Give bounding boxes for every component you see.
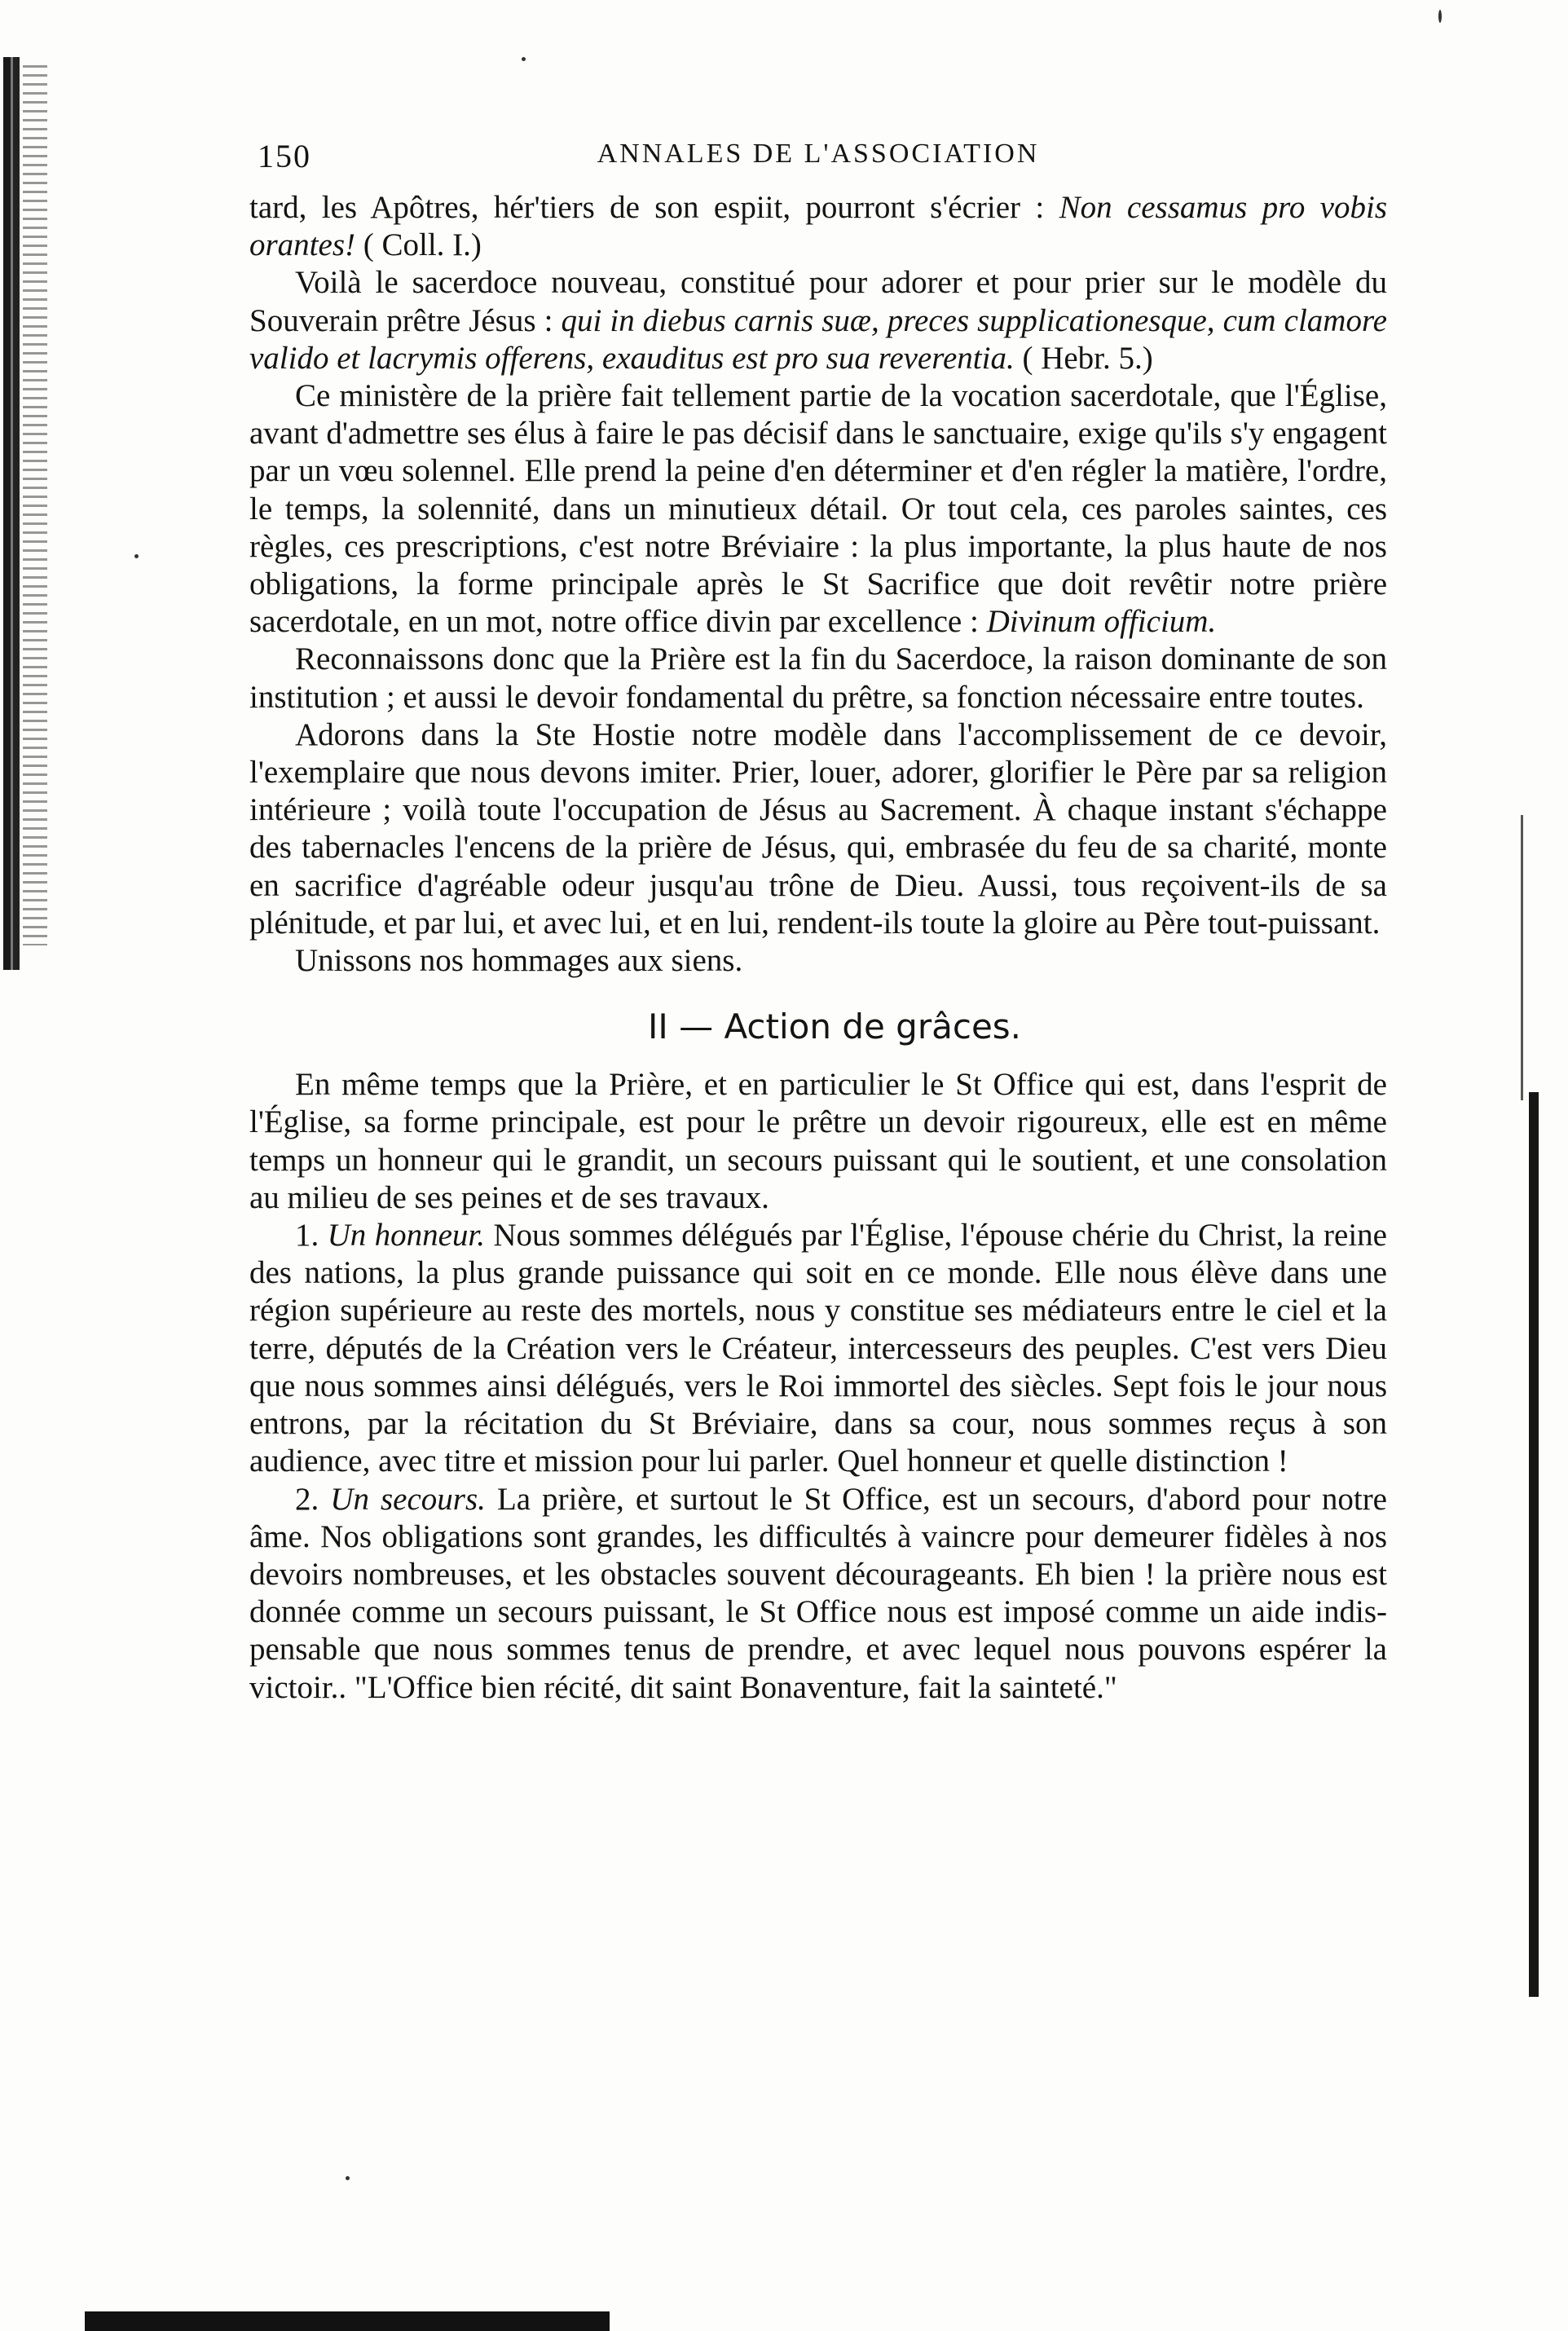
scan-edge-right-thin: [1521, 815, 1523, 1100]
paragraph: tard, les Apôtres, hér'tiers de son espiit, pourront s'écrier : Non cessamus pro vobis orantes! ( Coll. I.): [249, 190, 1387, 263]
enum-number: 2.: [295, 1481, 319, 1517]
body-text: [249, 189, 1387, 1707]
page-header: [258, 137, 1379, 174]
scan-speck: [1438, 10, 1442, 23]
paragraph: Adorons dans la Ste Hostie notre modèle dans l'accomplissement de ce devoir, l'exemplaire que nous devons imiter. Prier, louer, adorer, glorifier le Père par sa religion intérieure ; voilà toute l'occupation de Jésus au Sacrement. À chaque instant s'échappe des tabernacles l'encens de la prière de Jésus, qui, embrasée du feu de sa charité, monte en sacrifice d'agréable odeur jusqu'au trône de Dieu. Aussi, tous reçoivent-ils de sa plénitude, et par lui, et avec lui, et en lui, rendent-ils toute la gloire au Père tout-puissant.: [249, 716, 1387, 941]
running-title: ANNALES DE L'ASSOCIATION: [597, 139, 1040, 169]
enumerated-paragraph: 2. Un secours. La prière, et surtout le St Office, est un secours, d'abord pour notre âme. Nos obligations sont grandes, les difficultés à vaincre pour demeurer fidèles à nos devoirs nombreuses, et les obstacles souvent décourageants. Eh bien ! la prière nous est donnée comme un secours puissant, le St Office nous est imposé comme un aide indispensable que nous sommes tenus de prendre, et avec lequel nous pouvons espérer la victoir.. "L'Office bien récité, dit saint Bonaventure, fait la sainteté.": [249, 1481, 1387, 1705]
latin-quote: Non cessamus pro vobis orantes!: [249, 190, 1387, 263]
scan-speck: [522, 57, 526, 61]
paragraph: Voilà le sacerdoce nouveau, constitué pour adorer et pour prier sur le modèle du Souverain prêtre Jésus : qui in diebus carnis suæ, preces supplicationesque, cum clamore valido et lacrymis offerens, exauditus est pro sua reverentia. ( Hebr. 5.): [249, 265, 1387, 376]
scan-speck: [346, 2176, 350, 2180]
paragraph: Ce ministère de la prière fait tellement partie de la vocation sacerdotale, que l'Église, avant d'admettre ses élus à faire le pas décisif dans le sanctuaire, exige qu'ils s'y engagent par un vœu solennel. Elle prend la peine d'en déterminer et d'en régler la matière, l'ordre, le temps, la solennité, dans un minutieux détail. Or tout cela, ces paroles saintes, ces règles, ces prescriptions, c'est notre Bréviaire : la plus importante, la plus haute de nos obligations, la forme principale après le St Sacrifice que doit revêtir notre prière sacerdotale, en un mot, notre office divin par excellence : Divinum officium.: [249, 378, 1387, 640]
paragraph: En même temps que la Prière, et en particulier le St Office qui est, dans l'esprit de l'Église, sa forme principale, est pour le prêtre un devoir rigoureux, elle est en même temps un honneur qui le grandit, un secours puissant qui le soutient, et une consolation au milieu de ses peines et de ses travaux.: [249, 1067, 1387, 1215]
latin-quote: qui in diebus carnis suæ, preces supplicationesque, cum clamore valido et lacrymis offerens, exauditus est pro sua reverentia.: [249, 302, 1387, 376]
page-number: 150: [258, 138, 311, 174]
enum-number: 1.: [295, 1218, 319, 1254]
scan-binding-edge-left: [3, 57, 20, 970]
section-heading: II — Action de grâces.: [647, 1007, 1022, 1047]
enumerated-paragraph: 1. Un honneur. Nous sommes délégués par l'Église, l'épouse chérie du Christ, la reine des nations, la plus grande puissance qui soit en ce monde. Elle nous élève dans une région supérieure au reste des mortels, nous y constitue ses médiateurs entre le ciel et la terre, députés de la Création vers le Créateur, intercesseurs des peuples. C'est vers Dieu que nous sommes ainsi délégués, vers le Roi immortel des siècles. Sept fois le jour nous entrons, par la récitation du St Bréviaire, dans sa cour, nous sommes reçus à son audience, avec titre et mission pour lui parler. Quel honneur et quelle distinction !: [249, 1218, 1387, 1479]
latin-quote: Divinum officium.: [986, 604, 1217, 640]
enum-label: Un secours.: [330, 1481, 486, 1517]
scan-speckle-left: [23, 65, 47, 945]
scan-speck: [134, 554, 139, 558]
paragraph: Reconnaissons donc que la Prière est la fin du Sacerdoce, la raison dominante de son institution ; et aussi le devoir fondamental du prêtre, sa fonction nécessaire entre toutes.: [249, 641, 1387, 715]
paragraph: Unissons nos hommages aux siens.: [295, 943, 743, 979]
scan-edge-bottom: [85, 2311, 610, 2331]
enum-label: Un honneur.: [327, 1218, 486, 1254]
scan-edge-right: [1529, 1092, 1539, 1997]
